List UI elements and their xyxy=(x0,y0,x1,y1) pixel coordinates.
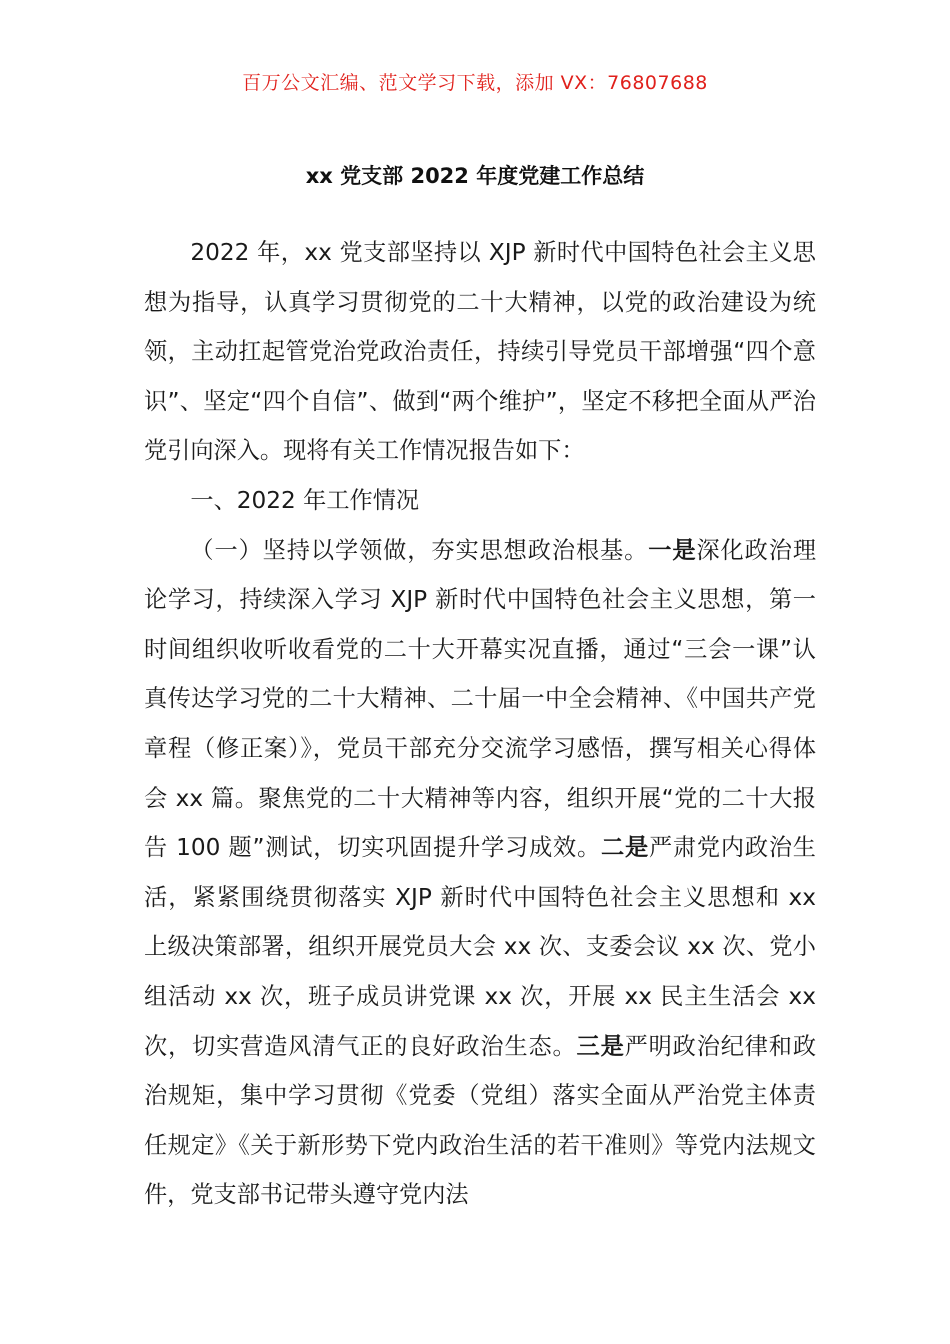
point-1-lead: 一是 xyxy=(648,536,697,564)
header-watermark-note: 百万公文汇编、范文学习下载，添加 VX：76807688 xyxy=(242,72,708,94)
intro-paragraph: 2022 年，xx 党支部坚持以 XJP 新时代中国特色社会主义思想为指导，认真学习贯彻党的二十大精神，以党的政治建设为统领，主动扛起管党治党政治责任，持续引导党员干部增强“四个意识”、坚定“四个自信”、做到“两个维护”，坚定不移把全面从严治党引向深入。现将有关工作情况报告如下： xyxy=(144,239,816,465)
subsection-heading: （一）坚持以学领做，夯实思想政治根基。 xyxy=(190,536,649,564)
subsection-paragraph xyxy=(144,526,816,1220)
point-2-text: 严肃党内政治生活，紧紧围绕贯彻落实 XJP 新时代中国特色社会主义思想和 xx 上级决策部署，组织开展党员大会 xx 次、支委会议 xx 次、党小组活动 xx 次，班子成员讲党课 xx 次，开展 xx 民主生活会 xx 次，切实营造风清气正的良好政治生态。 xyxy=(144,834,816,1060)
document-title: xx 党支部 2022 年度党建工作总结 xyxy=(305,164,645,188)
point-2-lead: 二是 xyxy=(601,834,649,862)
point-3-text: 严明政治纪律和政治规矩，集中学习贯彻《党委（党组）落实全面从严治党主体责任规定》《关于新形势下党内政治生活的若干准则》等党内法规文件，党支部书记带头遵守党内法 xyxy=(144,1032,817,1209)
point-1-text: 深化政治理论学习，持续深入学习 XJP 新时代中国特色社会主义思想，第一时间组织收听收看党的二十大开幕实况直播，通过“三会一课”认真传达学习党的二十大精神、二十届一中全会精神、《中国共产党章程（修正案）》，党员干部充分交流学习感悟，撰写相关心得体会 xx 篇。聚焦党的二十大精神等内容，组织开展“党的二十大报告 100 题”测试，切实巩固提升学习成效。 xyxy=(144,536,817,862)
document-body xyxy=(144,228,816,1220)
section-heading: 一、2022 年工作情况 xyxy=(190,486,420,514)
point-3-lead: 三是 xyxy=(576,1032,625,1060)
